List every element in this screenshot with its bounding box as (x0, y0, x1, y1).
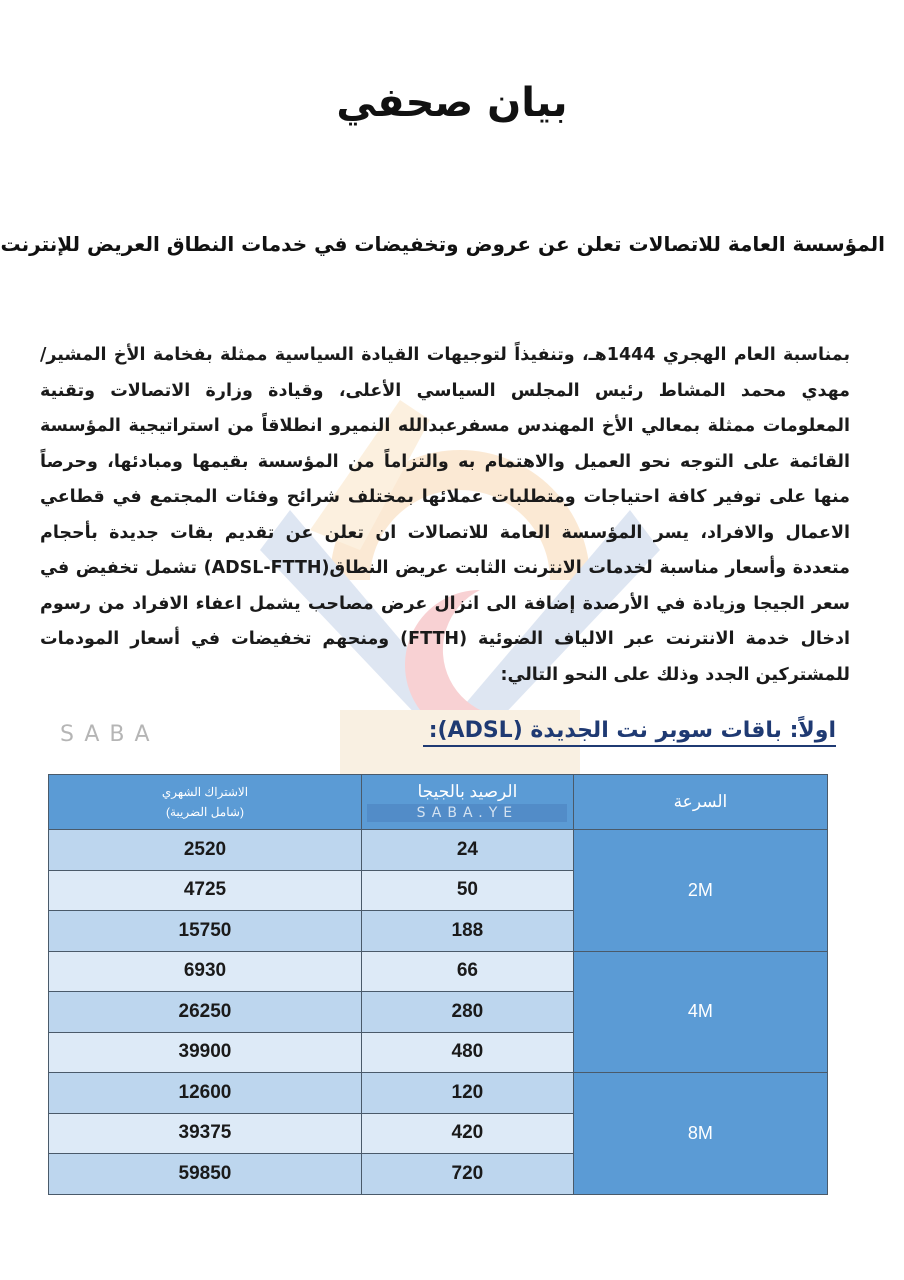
price-cell: 15750 (49, 911, 362, 952)
speed-cell: 4M (573, 951, 827, 1073)
table-row (49, 951, 828, 992)
press-release-headline: المؤسسة العامة للاتصالات تعلن عن عروض وتخفيضات في خدمات النطاق العريض للإنترنت (0, 232, 885, 256)
balance-cell: 480 (361, 1032, 573, 1073)
header-balance-gb-cell (361, 775, 573, 830)
balance-cell: 720 (361, 1154, 573, 1195)
balance-cell: 280 (361, 992, 573, 1033)
price-cell: 39375 (49, 1113, 362, 1154)
balance-cell: 24 (361, 830, 573, 871)
price-cell: 12600 (49, 1073, 362, 1114)
balance-cell: 50 (361, 870, 573, 911)
price-cell: 4725 (49, 870, 362, 911)
table-row (49, 1073, 828, 1114)
balance-cell: 420 (361, 1113, 573, 1154)
press-release-body: بمناسبة العام الهجري 1444هـ، وتنفيذاً لتوجيهات القيادة السياسية ممثلة بفخامة الأخ المشير/ مهدي محمد المشاط رئيس المجلس السياسي الأعلى، وقيادة وزارة الاتصالات وتقنية المعلومات ممثلة بمعالي الأخ المهندس مسفرعبدالله النميرو انطلاقاً من استراتيجية المؤسسة القائمة على التوجه نحو العميل والاهتمام به والتزاماً من المؤسسة بقيمها ومبادئها، وحرصاً منها على توفير كافة احتياجات ومتطلبات عملائها بمختلف شرائح وفئات المجتمع في قطاعي الاعمال والافراد، يسر المؤسسة العامة للاتصالات ان تعلن عن تقديم بقات جديدة بأحجام متعددة وأسعار مناسبة لخدمات الانترنت الثابت عريض النطاق(ADSL-FTTH) تشمل تخفيض في سعر الجيجا وزيادة في الأرصدة إضافة الى انزال عرض مصاحب يشمل اعفاء الافراد من رسوم ادخال خدمة الانترنت عبر الالياف الضوئية (FTTH) ومنحهم تخفيضات في أسعار المودمات للمشتركين الجدد وذلك على النحو التالي: (40, 345, 851, 685)
header-monthly-line1: الاشتراك الشهري (161, 785, 249, 799)
balance-cell: 120 (361, 1073, 573, 1114)
price-cell: 59850 (49, 1154, 362, 1195)
adsl-packages-table (48, 774, 828, 1195)
price-cell: 26250 (49, 992, 362, 1033)
header-monthly-line2: (شامل الضريبة) (165, 805, 244, 819)
balance-cell: 188 (361, 911, 573, 952)
saba-watermark-text: SABA.YE (367, 804, 567, 822)
balance-cell: 66 (361, 951, 573, 992)
speed-cell: 8M (573, 1073, 827, 1195)
table-row (49, 830, 828, 871)
price-cell: 6930 (49, 951, 362, 992)
table-header-row (49, 775, 828, 830)
page-title: بيان صحفي (336, 80, 568, 126)
header-monthly-subscription (49, 775, 362, 830)
price-cell: 39900 (49, 1032, 362, 1073)
header-speed: السرعة (573, 775, 827, 830)
header-balance-gb: الرصيد بالجيجا (417, 782, 518, 801)
price-cell: 2520 (49, 830, 362, 871)
section-heading-adsl: اولاً: باقات سوبر نت الجديدة (ADSL): (423, 718, 836, 747)
speed-cell: 2M (573, 830, 827, 952)
watermark-logo-text: SABA (60, 722, 160, 747)
